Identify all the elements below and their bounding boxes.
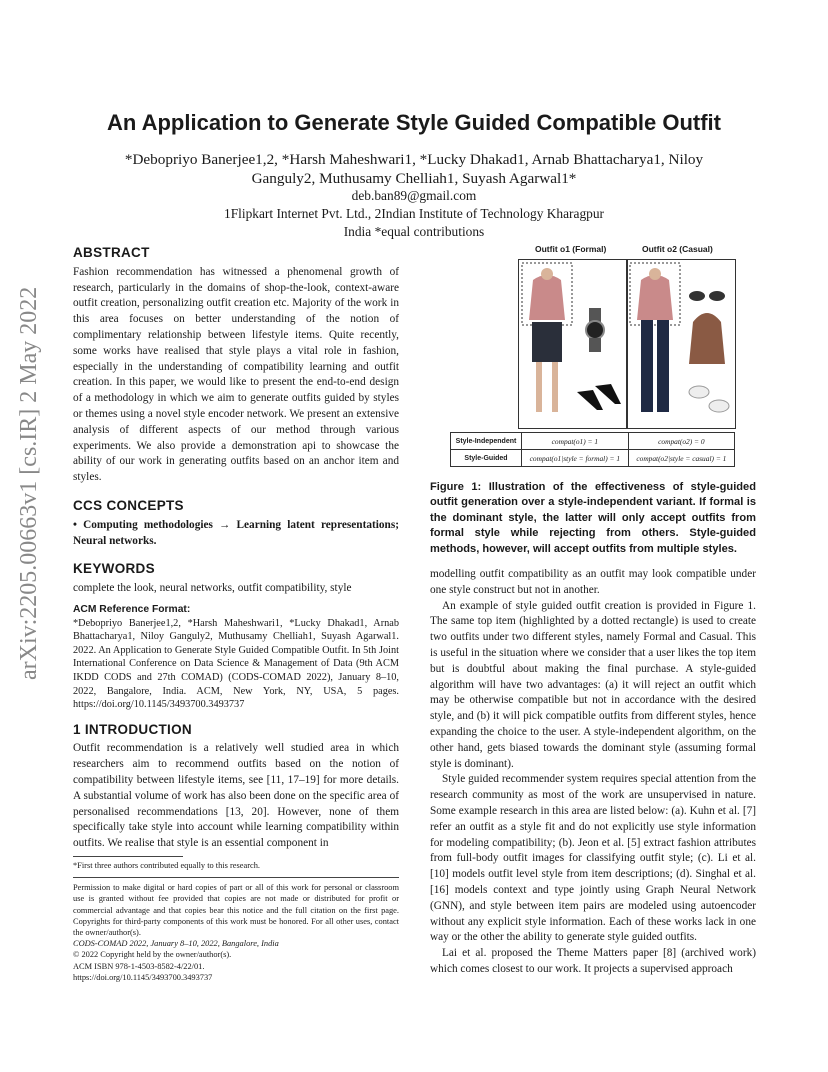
isbn-line: ACM ISBN 978-1-4503-8582-4/22/01. <box>73 961 205 971</box>
outfit2-label: Outfit o2 (Casual) <box>642 244 713 254</box>
sunglass-left <box>689 291 705 301</box>
right-paragraph-3: Style guided recommender system requires special attention from the research community as most of the work are unsupervised in nature. Some example research in this area are listed below: (a). Kuhn et al. [7] refer an outfit as a style fit and do not explicitly use style information for modeling compatibility; (b). Jeon et al. [5] extract fashion attributes from full-body outfit images for classifying outfit style; (c). Li et al. [10] models outfit level style from item descriptions; (d). Singhal et al. [16] models context and type jointly using Graph Neural Network (GNN), and style between item pairs are modeled using autoencoder without any explicit style information. Each of these works lack in one way or the other the ability to generate style guided outfits. <box>430 773 756 944</box>
doi-line: https://doi.org/10.1145/3493700.3493737 <box>73 972 213 982</box>
intro-heading: 1 INTRODUCTION <box>73 721 192 737</box>
conference-line: CODS-COMAD 2022, January 8–10, 2022, Bangalore, India <box>73 939 279 949</box>
arxiv-stamp: arXiv:2205.00663v1 [cs.IR] 2 May 2022 <box>16 286 42 680</box>
ccs-heading: CCS CONCEPTS <box>73 497 184 513</box>
handbag <box>689 313 725 364</box>
cell-r1c2: compat(o2) = 0 <box>628 433 734 450</box>
copyright-line: © 2022 Copyright held by the owner/author(s). <box>73 950 232 960</box>
outfit1-illustration <box>519 260 627 428</box>
abstract-text: Fashion recommendation has witnessed a phenomenal growth of research, particularly in the domains of shop-the-look, context-aware outfit creation, personalizing outfit creation etc. Majority of the work in this area focuses on better understanding of the notion of complimentary relationship between lifestyle items. Quite recently, some works have realised that style plays a vital role in fashion, especially in the understanding of compatibility learning and outfit creation. In this paper, we would like to present the end-to-end design of a methodology in which we aim to generate outfits guided by styles or themes using a novel style encoder network. We present an extensive analysis of different aspects of our method through various experiments. We also provide a demonstration api to showcase the ability of our work in generating outfits based on an anchor item and styles. <box>73 265 399 484</box>
table-row <box>451 433 735 450</box>
sneaker-right <box>709 400 729 412</box>
jeans-right <box>657 320 669 412</box>
authors-line-2: Ganguly2, Muthusamy Chelliah1, Suyash Agarwal1* <box>251 170 577 187</box>
right-column <box>430 480 756 978</box>
right-paragraph-1: modelling outfit compatibility as an outfit may look compatible under one style construct but not in another. <box>430 568 756 596</box>
leg-left <box>536 362 542 412</box>
affiliations <box>90 187 738 241</box>
ccs-text: • Computing methodologies → Learning latent representations; Neural networks. <box>73 518 399 547</box>
keywords-heading: KEYWORDS <box>73 561 155 577</box>
footnote: *First three authors contributed equally to this research. <box>73 861 260 871</box>
pink-top-2 <box>637 275 673 320</box>
keywords-text: complete the look, neural networks, outfit compatibility, style <box>73 582 352 595</box>
affiliation-line-2: India *equal contributions <box>343 224 485 239</box>
row-label-style-independent: Style-Independent <box>451 433 522 450</box>
intro-text: Outfit recommendation is a relatively well studied area in which researchers aim to recommend outfits based on the notion of compatibility between lifestyle items, see [11, 17–19] for more details. A substantial volume of work has also been done on the specific area of personalised recommendations [13, 20]. However, none of them specifically take style into account while learning compatibility within outfits. We realise that style is an essential component in <box>73 742 399 850</box>
ref-format-heading: ACM Reference Format: <box>73 603 191 615</box>
model-head <box>541 268 553 280</box>
figure-caption: Figure 1: Illustration of the effectiveness of style-guided outfit generation over a style-independent variant. If formal is the dominant style, the latter will only accept outfits from formal style while rejecting from others. Style-guided methods, however, will accept outfits from multiple styles. <box>430 481 756 555</box>
cell-r2c1: compat(o1|style = formal) = 1 <box>522 450 629 467</box>
jeans-left <box>641 320 653 412</box>
outfit1-panel <box>518 259 628 429</box>
outfit2-panel <box>626 259 736 429</box>
table-row <box>451 450 735 467</box>
outfit1-label: Outfit o1 (Formal) <box>535 244 607 254</box>
model-head-2 <box>649 268 661 280</box>
leg-right <box>552 362 558 412</box>
watch-face <box>586 321 604 339</box>
affiliation-line: 1Flipkart Internet Pvt. Ltd., 2Indian Institute of Technology Kharagpur <box>224 206 604 221</box>
watch-strap-bottom <box>589 338 601 352</box>
compat-table <box>450 432 735 467</box>
author-email: deb.ban89@gmail.com <box>351 188 477 203</box>
pink-top <box>529 275 565 320</box>
right-paragraph-4: Lai et al. proposed the Theme Matters paper [8] (archived work) which comes closest to our work. It projects a supervised approach <box>430 947 756 975</box>
ref-format-text: *Debopriyo Banerjee1,2, *Harsh Maheshwari1, *Lucky Dhakad1, Arnab Bhattacharya1, Niloy Ganguly2, Muthusamy Chelliah1, Suyash Agarwal1. 2022. An Application to Generate Style Guided Compatible Outfit. In 5th Joint International Conference on Data Science & Management of Data (9th ACM IKDD CODS and 27th COMAD) (CODS-COMAD 2022), January 8–10, 2022, Bangalore, India. ACM, New York, NY, USA, 5 pages. https://doi.org/10.1145/3493700.3493737 <box>73 617 399 711</box>
right-paragraph-2: An example of style guided outfit creation is provided in Figure 1. The same top item (highlighted by a dotted rectangle) is used to create two outfits under two different styles, namely Formal and Casual. This is useful in the situation where we consider that a user likes the top item but is doubtful about making the final purchase. A style-guided algorithm will have two advantages: (a) it will reject an outfit which may be otherwise compatible but not in accordance with the desired style, and (b) it will pick compatible outfits from different styles, hence expanding the choice to the user. A style-independent algorithm, on the other hand, gets biased towards the dominant style (assuming formal style is dominant). <box>430 599 756 770</box>
permission-rule <box>73 877 399 878</box>
cell-r1c1: compat(o1) = 1 <box>522 433 629 450</box>
pencil-skirt <box>532 322 562 362</box>
paper-title: An Application to Generate Style Guided Compatible Outfit <box>106 110 721 135</box>
left-column <box>73 245 399 983</box>
outfit2-illustration <box>627 260 735 428</box>
authors-line-1: *Debopriyo Banerjee1,2, *Harsh Maheshwari1, *Lucky Dhakad1, Arnab Bhattacharya1, Niloy <box>124 151 704 168</box>
abstract-heading: ABSTRACT <box>73 245 150 260</box>
permission-text: Permission to make digital or hard copies of part or all of this work for personal or classroom use is granted without fee provided that copies are not made or distributed for profit or commercial advantage and that copies bear this notice and the full citation on the first page. Copyrights for third-party components of this work must be honored. For all other uses, contact the owner/author(s). <box>73 883 399 938</box>
cell-r2c2: compat(o2|style = casual) = 1 <box>628 450 734 467</box>
footnote-rule <box>73 856 183 857</box>
watch-strap-top <box>589 308 601 322</box>
sunglass-right <box>709 291 725 301</box>
figure-1 <box>450 242 735 467</box>
row-label-style-guided: Style-Guided <box>451 450 522 467</box>
heel-right <box>595 384 621 404</box>
heel-left <box>577 390 603 410</box>
sneaker-left <box>689 386 709 398</box>
authors <box>90 150 738 188</box>
